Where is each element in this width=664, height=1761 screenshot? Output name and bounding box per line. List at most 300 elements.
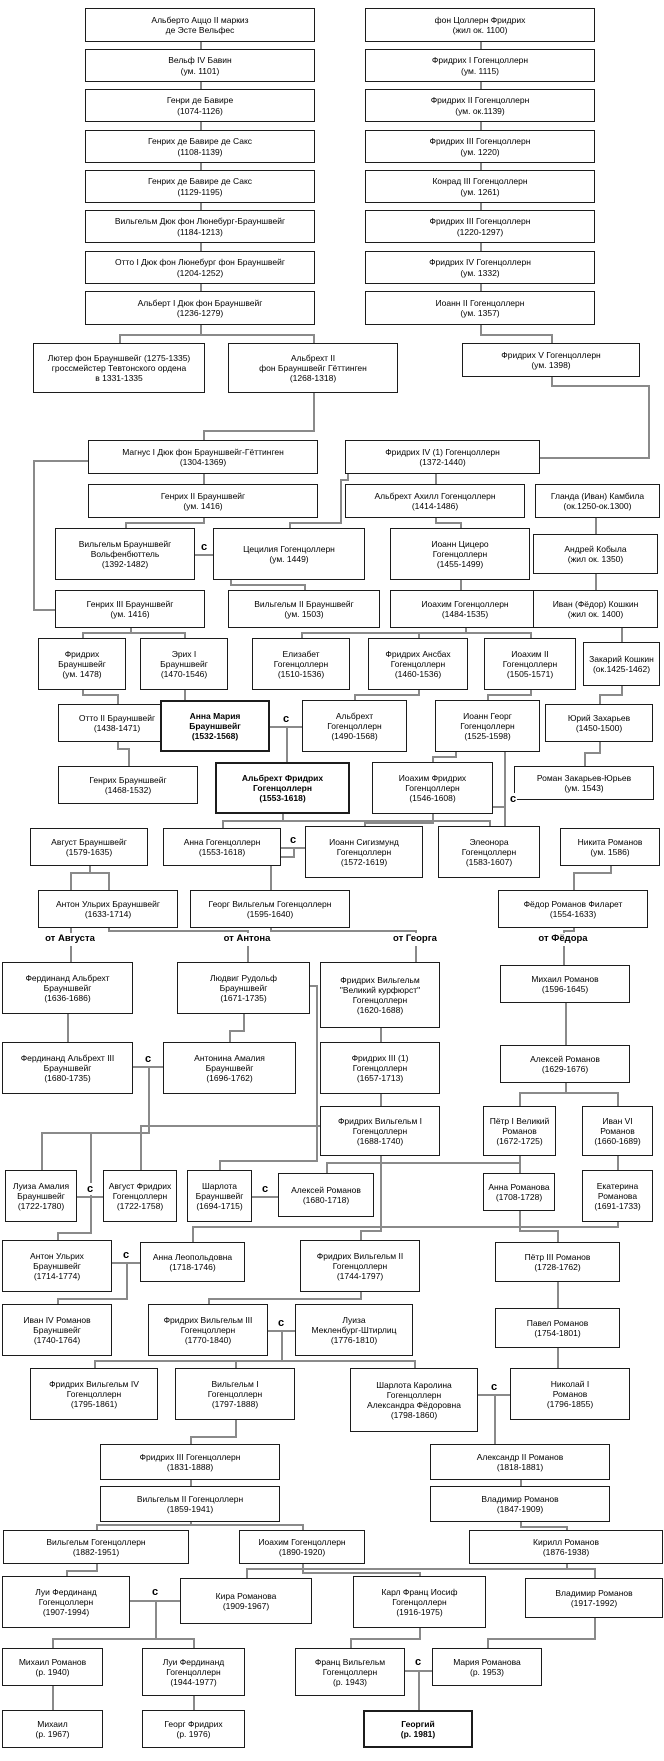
person-dates: (1455-1499) xyxy=(436,559,484,569)
person-name: Владимир Романов xyxy=(555,1587,633,1598)
person-name: Брауншвейг xyxy=(219,982,268,993)
family-connector-line xyxy=(70,872,91,874)
person-name: Вильгельм I xyxy=(211,1378,259,1389)
person-dates: (1660-1689) xyxy=(594,1136,641,1146)
family-connector-line xyxy=(89,872,110,874)
person-box-n20b xyxy=(163,1042,296,1094)
family-connector-line xyxy=(493,806,506,808)
person-name: Анна Мария xyxy=(189,710,241,721)
family-connector-line xyxy=(57,1298,128,1300)
person-box-n26a xyxy=(100,1444,280,1480)
family-connector-line xyxy=(301,632,532,634)
person-name: Александра Фёдоровна xyxy=(367,1400,461,1410)
person-dates: (1776-1810) xyxy=(330,1335,378,1345)
person-box-n24b xyxy=(148,1304,268,1356)
person-box-l4 xyxy=(85,130,315,163)
family-connector-line xyxy=(487,1638,596,1640)
family-connector-line xyxy=(41,1132,43,1172)
family-connector-line xyxy=(192,1226,194,1244)
person-box-n14c xyxy=(252,638,350,690)
person-box-n13d xyxy=(533,590,658,628)
person-dates: (1583-1607) xyxy=(465,857,513,867)
person-dates: (1722-1758) xyxy=(116,1201,164,1211)
person-name: Альбрехт Ахилл Гогенцоллерн xyxy=(374,490,496,501)
person-box-n16d xyxy=(514,766,654,800)
person-name: Фридрих IV Гогенцоллерн xyxy=(429,257,531,268)
person-dates: (1468-1532) xyxy=(104,785,152,795)
family-connector-line xyxy=(316,985,318,1162)
person-name: Альбрехт Фридрих xyxy=(241,772,324,783)
family-connector-line xyxy=(67,1014,69,1044)
family-connector-line xyxy=(494,1394,496,1446)
person-box-n21c xyxy=(582,1106,653,1156)
person-name: Луи Фердинанд xyxy=(35,1586,97,1597)
person-box-n14d xyxy=(368,638,468,690)
person-name: Гогенцоллерн xyxy=(253,782,312,793)
person-box-n9a xyxy=(33,343,205,393)
family-connector-line xyxy=(77,1196,105,1198)
person-box-r8 xyxy=(365,291,595,325)
person-dates: (1796-1855) xyxy=(546,1399,594,1409)
family-connector-line xyxy=(487,694,532,696)
person-name: Гогенцоллерн xyxy=(432,548,488,559)
person-box-n10a xyxy=(88,440,318,474)
family-connector-line xyxy=(584,752,601,754)
person-name: Гогенцоллерн xyxy=(207,1388,263,1399)
person-dates: (ум. 1261) xyxy=(460,186,500,197)
family-connector-line xyxy=(222,820,491,822)
family-connector-line xyxy=(313,393,315,432)
person-name: Гогенцоллерн xyxy=(332,1260,388,1271)
person-box-n29a xyxy=(2,1576,130,1628)
person-name: Фридрих IV (1) Гогенцоллерн xyxy=(385,446,500,457)
person-name: Брауншвейг xyxy=(43,1062,92,1073)
person-name: Фридрих III Гогенцоллерн xyxy=(429,136,531,147)
person-name: Елизабет xyxy=(282,648,320,659)
marriage-label: с xyxy=(122,1249,130,1261)
person-box-r2 xyxy=(365,49,595,82)
person-name: Иоанн II Гогенцоллерн xyxy=(435,297,525,308)
person-name: Иоахим Фридрих xyxy=(398,772,467,783)
person-dates: (1392-1482) xyxy=(101,559,149,569)
person-box-n26b xyxy=(430,1444,610,1480)
family-connector-line xyxy=(108,872,110,892)
person-dates: (1490-1568) xyxy=(331,731,378,741)
person-box-n12c xyxy=(390,528,530,580)
person-name: Иоанн Сигизмунд xyxy=(329,836,399,847)
person-dates: (ум. 1332) xyxy=(460,267,500,278)
family-connector-line xyxy=(66,1570,98,1572)
person-dates: (1546-1608) xyxy=(409,793,456,803)
family-connector-line xyxy=(148,1066,150,1134)
person-name: Цецилия Гогенцоллерн xyxy=(243,543,335,554)
person-name: Иоахим II xyxy=(511,648,549,659)
person-name: Фёдор Романов Филарет xyxy=(523,898,623,909)
family-connector-line xyxy=(270,930,417,932)
person-dates: (1890-1920) xyxy=(278,1547,326,1557)
person-name: Гогенцоллерн xyxy=(352,995,408,1005)
person-dates: (1553-1618) xyxy=(198,847,246,857)
family-connector-line xyxy=(33,460,35,611)
family-connector-line xyxy=(96,1524,304,1526)
person-box-n25c xyxy=(350,1368,478,1432)
family-connector-line xyxy=(563,930,575,932)
person-box-n24d xyxy=(495,1308,620,1348)
person-box-l1 xyxy=(85,8,315,42)
person-name: Романов xyxy=(502,1125,537,1136)
person-name: Романов xyxy=(552,1388,588,1399)
person-name: Вольфенбюттель xyxy=(90,548,160,559)
person-name: Гогенцоллерн xyxy=(180,1324,236,1335)
person-box-l8 xyxy=(85,291,315,325)
person-name: Генрих де Бавире де Сакс xyxy=(147,176,253,187)
person-name: Луиза xyxy=(342,1314,366,1325)
person-dates: (1629-1676) xyxy=(541,1064,589,1074)
person-dates: (1108-1139) xyxy=(177,146,223,157)
person-name: Август Фридрих xyxy=(108,1180,172,1191)
person-name: Генрих III Брауншвейг xyxy=(86,598,174,609)
person-dates: (1831-1888) xyxy=(166,1462,214,1472)
family-connector-line xyxy=(595,518,597,536)
family-connector-line xyxy=(286,726,288,764)
person-name: Анна Леопольдовна xyxy=(152,1251,233,1262)
person-name: Фридрих Вильгельм xyxy=(340,974,420,985)
person-dates: (1633-1714) xyxy=(84,909,132,919)
person-name: Фридрих Вильгельм II xyxy=(316,1250,404,1261)
person-dates: (1129-1195) xyxy=(177,186,223,197)
person-dates: (р. 1976) xyxy=(176,1729,211,1739)
person-name: Элеонора xyxy=(469,836,509,847)
person-dates: (1847-1909) xyxy=(496,1504,544,1514)
person-name: Антон Ульрих xyxy=(30,1250,84,1261)
person-dates: (1620-1688) xyxy=(356,1005,404,1016)
person-box-n16a xyxy=(58,766,198,804)
person-name: Михаил Романов xyxy=(531,973,599,984)
person-box-n17c xyxy=(305,826,423,878)
person-name: Альбрехт II xyxy=(290,352,336,363)
family-connector-line xyxy=(435,522,462,524)
person-name: Луи Фердинанд xyxy=(162,1656,225,1667)
person-name: Вильгельм Гогенцоллерн xyxy=(46,1536,146,1547)
family-connector-line xyxy=(648,385,650,459)
person-box-n25a xyxy=(30,1368,158,1420)
person-box-n27b xyxy=(430,1486,610,1522)
person-dates: (1795-1861) xyxy=(70,1399,118,1409)
person-box-n21a xyxy=(320,1106,440,1156)
person-box-n18c xyxy=(498,890,648,928)
branch-label: от Георга xyxy=(393,933,437,944)
person-dates: (1818-1881) xyxy=(496,1462,544,1472)
person-box-n15c xyxy=(302,700,407,752)
person-box-n9c xyxy=(462,343,640,377)
person-name: Магнус I Дюк фон Брауншвейг-Гёттинген xyxy=(122,446,284,457)
family-connector-line xyxy=(119,334,315,336)
person-dates: (ок.1425-1462) xyxy=(592,664,651,674)
person-name: Антонина Амалия xyxy=(194,1052,265,1063)
person-box-n19b xyxy=(177,962,310,1014)
family-connector-line xyxy=(519,1156,521,1175)
person-name: гроссмейстер Тевтонского ордена xyxy=(51,362,187,373)
person-box-n16c xyxy=(372,762,493,814)
person-dates: (р. 1967) xyxy=(35,1729,70,1739)
family-connector-line xyxy=(519,1092,619,1094)
person-box-n18a xyxy=(38,890,178,928)
family-connector-line xyxy=(360,1230,382,1232)
family-connector-line xyxy=(252,1196,280,1198)
person-box-n15b xyxy=(160,700,270,752)
person-name: Август Брауншвейг xyxy=(51,836,127,847)
person-dates: (1184-1213) xyxy=(177,226,223,237)
person-name: Роман Закарьев-Юрьев xyxy=(536,772,632,783)
person-name: Анна Романова xyxy=(488,1181,550,1192)
person-name: Гогенцоллерн xyxy=(112,1190,168,1201)
family-connector-line xyxy=(190,1436,237,1438)
person-name: Иван VI xyxy=(602,1115,633,1126)
person-box-n17d xyxy=(438,826,540,878)
person-name: Иоахим Гогенцоллерн xyxy=(258,1536,346,1547)
person-name: Гланда (Иван) Камбила xyxy=(550,490,645,501)
person-dates: (1797-1888) xyxy=(211,1399,259,1409)
person-dates: (1680-1718) xyxy=(302,1195,350,1205)
person-name: Гогенцоллерн xyxy=(502,658,558,669)
person-dates: (р. 1943) xyxy=(332,1677,368,1687)
person-name: Гогенцоллерн xyxy=(386,1389,442,1400)
person-dates: (1220-1297) xyxy=(456,226,504,237)
person-box-r7 xyxy=(365,251,595,284)
person-dates: (жил ок. 1100) xyxy=(452,25,508,35)
person-name: Фердинанд Альбрехт III xyxy=(20,1052,115,1063)
person-dates: (1754-1801) xyxy=(534,1328,581,1338)
person-name: Шарлота xyxy=(201,1180,238,1191)
person-name: Иоахим Гогенцоллерн xyxy=(421,598,509,609)
person-box-n13a xyxy=(55,590,205,628)
person-dates: (1744-1797) xyxy=(336,1271,384,1281)
person-dates: (1728-1762) xyxy=(534,1262,581,1272)
person-name: Юрий Захарьев xyxy=(567,712,631,723)
person-dates: (1708-1728) xyxy=(495,1192,543,1202)
person-dates: (1204-1252) xyxy=(176,267,224,278)
person-name: Романов xyxy=(600,1125,635,1136)
family-connector-line xyxy=(380,1156,382,1232)
person-box-n14a xyxy=(38,638,126,690)
person-dates: (1074-1126) xyxy=(177,105,223,116)
person-name: Михаил xyxy=(37,1718,68,1729)
family-connector-line xyxy=(33,460,90,462)
person-dates: (1882-1951) xyxy=(72,1547,120,1557)
person-name: Алексей Романов xyxy=(530,1053,600,1064)
person-box-n24a xyxy=(2,1304,112,1356)
person-dates: (ум. 1586) xyxy=(590,847,630,857)
person-name: Пётр III Романов xyxy=(524,1251,591,1262)
marriage-label: с xyxy=(144,1053,152,1065)
person-name: Гогенцоллерн xyxy=(336,846,392,857)
person-dates: (ум. 1449) xyxy=(269,554,309,564)
person-name: Мария Романова xyxy=(453,1656,521,1667)
person-dates: (1304-1369) xyxy=(179,457,227,467)
person-dates: (1484-1535) xyxy=(441,609,489,619)
person-name: Шарлота Каролина xyxy=(376,1379,452,1390)
person-box-n29b xyxy=(180,1578,312,1624)
family-connector-line xyxy=(192,1226,619,1228)
family-connector-line xyxy=(125,522,205,524)
person-dates: (1671-1735) xyxy=(220,993,267,1003)
family-connector-line xyxy=(41,1132,150,1134)
family-connector-line xyxy=(33,609,57,611)
person-dates: (1553-1618) xyxy=(259,793,306,803)
person-box-n13c xyxy=(390,590,540,628)
person-box-n29c xyxy=(353,1576,486,1628)
person-name: Генрих Брауншвейг xyxy=(89,774,167,785)
person-dates: (ум. 1101) xyxy=(180,65,220,76)
family-connector-line xyxy=(108,930,249,932)
marriage-label: с xyxy=(282,713,290,725)
person-dates: (1714-1774) xyxy=(33,1271,81,1281)
person-box-n30a xyxy=(2,1648,103,1686)
family-connector-line xyxy=(519,1230,559,1232)
person-box-n31a xyxy=(2,1710,103,1748)
family-connector-line xyxy=(126,1262,128,1300)
family-connector-line xyxy=(235,1420,237,1438)
family-connector-line xyxy=(480,334,553,336)
person-dates: (1460-1536) xyxy=(394,669,442,679)
person-name: Вильгельм II Брауншвейг xyxy=(254,598,354,609)
family-connector-line xyxy=(247,946,249,964)
person-name: Вильгельм Брауншвейг xyxy=(78,538,172,549)
person-name: фон Цоллерн Фридрих xyxy=(434,14,526,25)
family-connector-line xyxy=(432,756,457,758)
person-box-n27a xyxy=(100,1486,280,1522)
person-box-r4 xyxy=(365,130,595,163)
person-dates: (1696-1762) xyxy=(206,1073,253,1083)
person-dates: (1917-1992) xyxy=(570,1598,618,1608)
person-dates: (1740-1764) xyxy=(33,1335,81,1345)
family-connector-line xyxy=(354,694,420,696)
person-dates: (жил ок. 1350) xyxy=(567,554,624,564)
person-name: Людвиг Рудольф xyxy=(210,972,277,983)
person-dates: (1450-1500) xyxy=(575,723,623,733)
person-box-n19c xyxy=(320,962,440,1028)
person-name: Фридрих Вильгельм I xyxy=(337,1115,423,1126)
family-connector-line xyxy=(52,1638,195,1640)
person-name: "Великий курфюрст" xyxy=(339,984,421,995)
person-dates: (1770-1840) xyxy=(184,1335,232,1345)
person-name: Гогенцоллерн xyxy=(322,1666,378,1677)
person-box-n25b xyxy=(175,1368,295,1420)
person-name: Брауншвейг xyxy=(58,658,106,669)
person-dates: (1510-1536) xyxy=(277,669,325,679)
person-name: Брауншвейг xyxy=(17,1190,65,1201)
family-connector-line xyxy=(82,632,186,634)
person-box-n21b xyxy=(483,1106,556,1156)
person-name: Владимир Романов xyxy=(481,1493,559,1504)
person-dates: (1532-1568) xyxy=(191,731,239,741)
person-name: Эрих I xyxy=(171,648,197,659)
family-connector-line xyxy=(140,1125,322,1127)
person-dates: (1554-1633) xyxy=(549,909,597,919)
person-name: Никита Романов xyxy=(577,836,643,847)
marriage-label: с xyxy=(86,1183,94,1195)
branch-label: от Августа xyxy=(45,933,95,944)
person-name: Александр II Романов xyxy=(476,1451,564,1462)
family-connector-line xyxy=(551,385,650,387)
person-dates: (1579-1635) xyxy=(65,847,113,857)
person-dates: (1907-1994) xyxy=(42,1607,90,1617)
person-box-n30c xyxy=(295,1648,405,1696)
person-box-n17a xyxy=(30,828,148,866)
person-box-n15e xyxy=(545,704,653,742)
family-connector-line xyxy=(364,822,434,824)
family-connector-line xyxy=(573,872,575,892)
person-box-n12a xyxy=(55,528,195,580)
person-name: Фердинанд Альбрехт xyxy=(25,972,110,983)
person-name: Альберто Аццо II маркиз xyxy=(151,14,249,25)
person-name: Брауншвейг xyxy=(43,982,92,993)
person-name: Лютер фон Брауншвейг (1275-1335) xyxy=(47,352,191,363)
person-name: Антон Ульрих Брауншвейг xyxy=(56,898,160,909)
person-name: де Эсте Вельфес xyxy=(165,25,235,35)
person-dates: (р. 1981) xyxy=(400,1729,436,1739)
family-connector-line xyxy=(140,1125,142,1172)
person-dates: (1525-1598) xyxy=(464,731,511,741)
person-box-n14e xyxy=(484,638,576,690)
person-name: Брауншвейг xyxy=(33,1260,81,1271)
person-box-n25d xyxy=(510,1368,630,1420)
person-box-n15d xyxy=(435,700,540,752)
person-name: Фридрих III Гогенцоллерн xyxy=(429,216,531,227)
person-dates: (1688-1740) xyxy=(356,1136,404,1146)
person-box-n17e xyxy=(560,828,660,866)
person-name: Фридрих Вильгельм IV xyxy=(49,1378,139,1389)
person-box-n13b xyxy=(228,590,380,628)
family-connector-line xyxy=(418,1670,420,1712)
person-dates: (1268-1318) xyxy=(289,373,337,383)
person-name: Гогенцоллерн xyxy=(327,720,382,731)
person-name: фон Брауншвейг Гёттинген xyxy=(259,362,367,373)
branch-label: от Фёдора xyxy=(538,933,588,944)
person-box-n19d xyxy=(500,965,630,1003)
family-connector-line xyxy=(594,1618,596,1640)
family-connector-line xyxy=(281,1330,283,1362)
person-box-l2 xyxy=(85,49,315,82)
person-name: Гогенцоллерн xyxy=(460,720,515,731)
person-dates: (1859-1941) xyxy=(166,1504,214,1514)
person-name: Франц Вильгельм xyxy=(314,1656,386,1667)
person-dates: (ок.1250-ок.1300) xyxy=(563,501,632,511)
person-name: Фридрих II Гогенцоллерн xyxy=(430,95,530,106)
person-dates: (1596-1645) xyxy=(541,984,589,994)
person-dates: (1372-1440) xyxy=(419,457,466,467)
family-connector-line xyxy=(415,946,417,964)
person-dates: (1909-1967) xyxy=(222,1601,270,1611)
person-name: Романова xyxy=(597,1190,638,1201)
person-box-n19a xyxy=(2,962,133,1014)
person-box-n23b xyxy=(140,1242,245,1282)
person-name: Фридрих III Гогенцоллерн xyxy=(139,1451,241,1462)
person-dates: (1595-1640) xyxy=(246,909,294,919)
family-connector-line xyxy=(557,1282,559,1310)
person-name: Гогенцоллерн xyxy=(38,1596,94,1607)
person-name: Брауншвейг xyxy=(33,1324,81,1335)
person-name: Гогенцоллерн xyxy=(66,1388,122,1399)
person-dates: (ум. 1220) xyxy=(460,146,500,157)
person-dates: (ум. 1416) xyxy=(183,501,223,511)
family-connector-line xyxy=(70,946,72,964)
family-connector-line xyxy=(540,457,650,459)
person-name: Гогенцоллерн xyxy=(166,1666,221,1677)
person-name: Анна Гогенцоллерн xyxy=(183,836,261,847)
person-box-n12d xyxy=(533,534,658,574)
person-name: Мекленбург-Штирлиц xyxy=(311,1324,397,1335)
